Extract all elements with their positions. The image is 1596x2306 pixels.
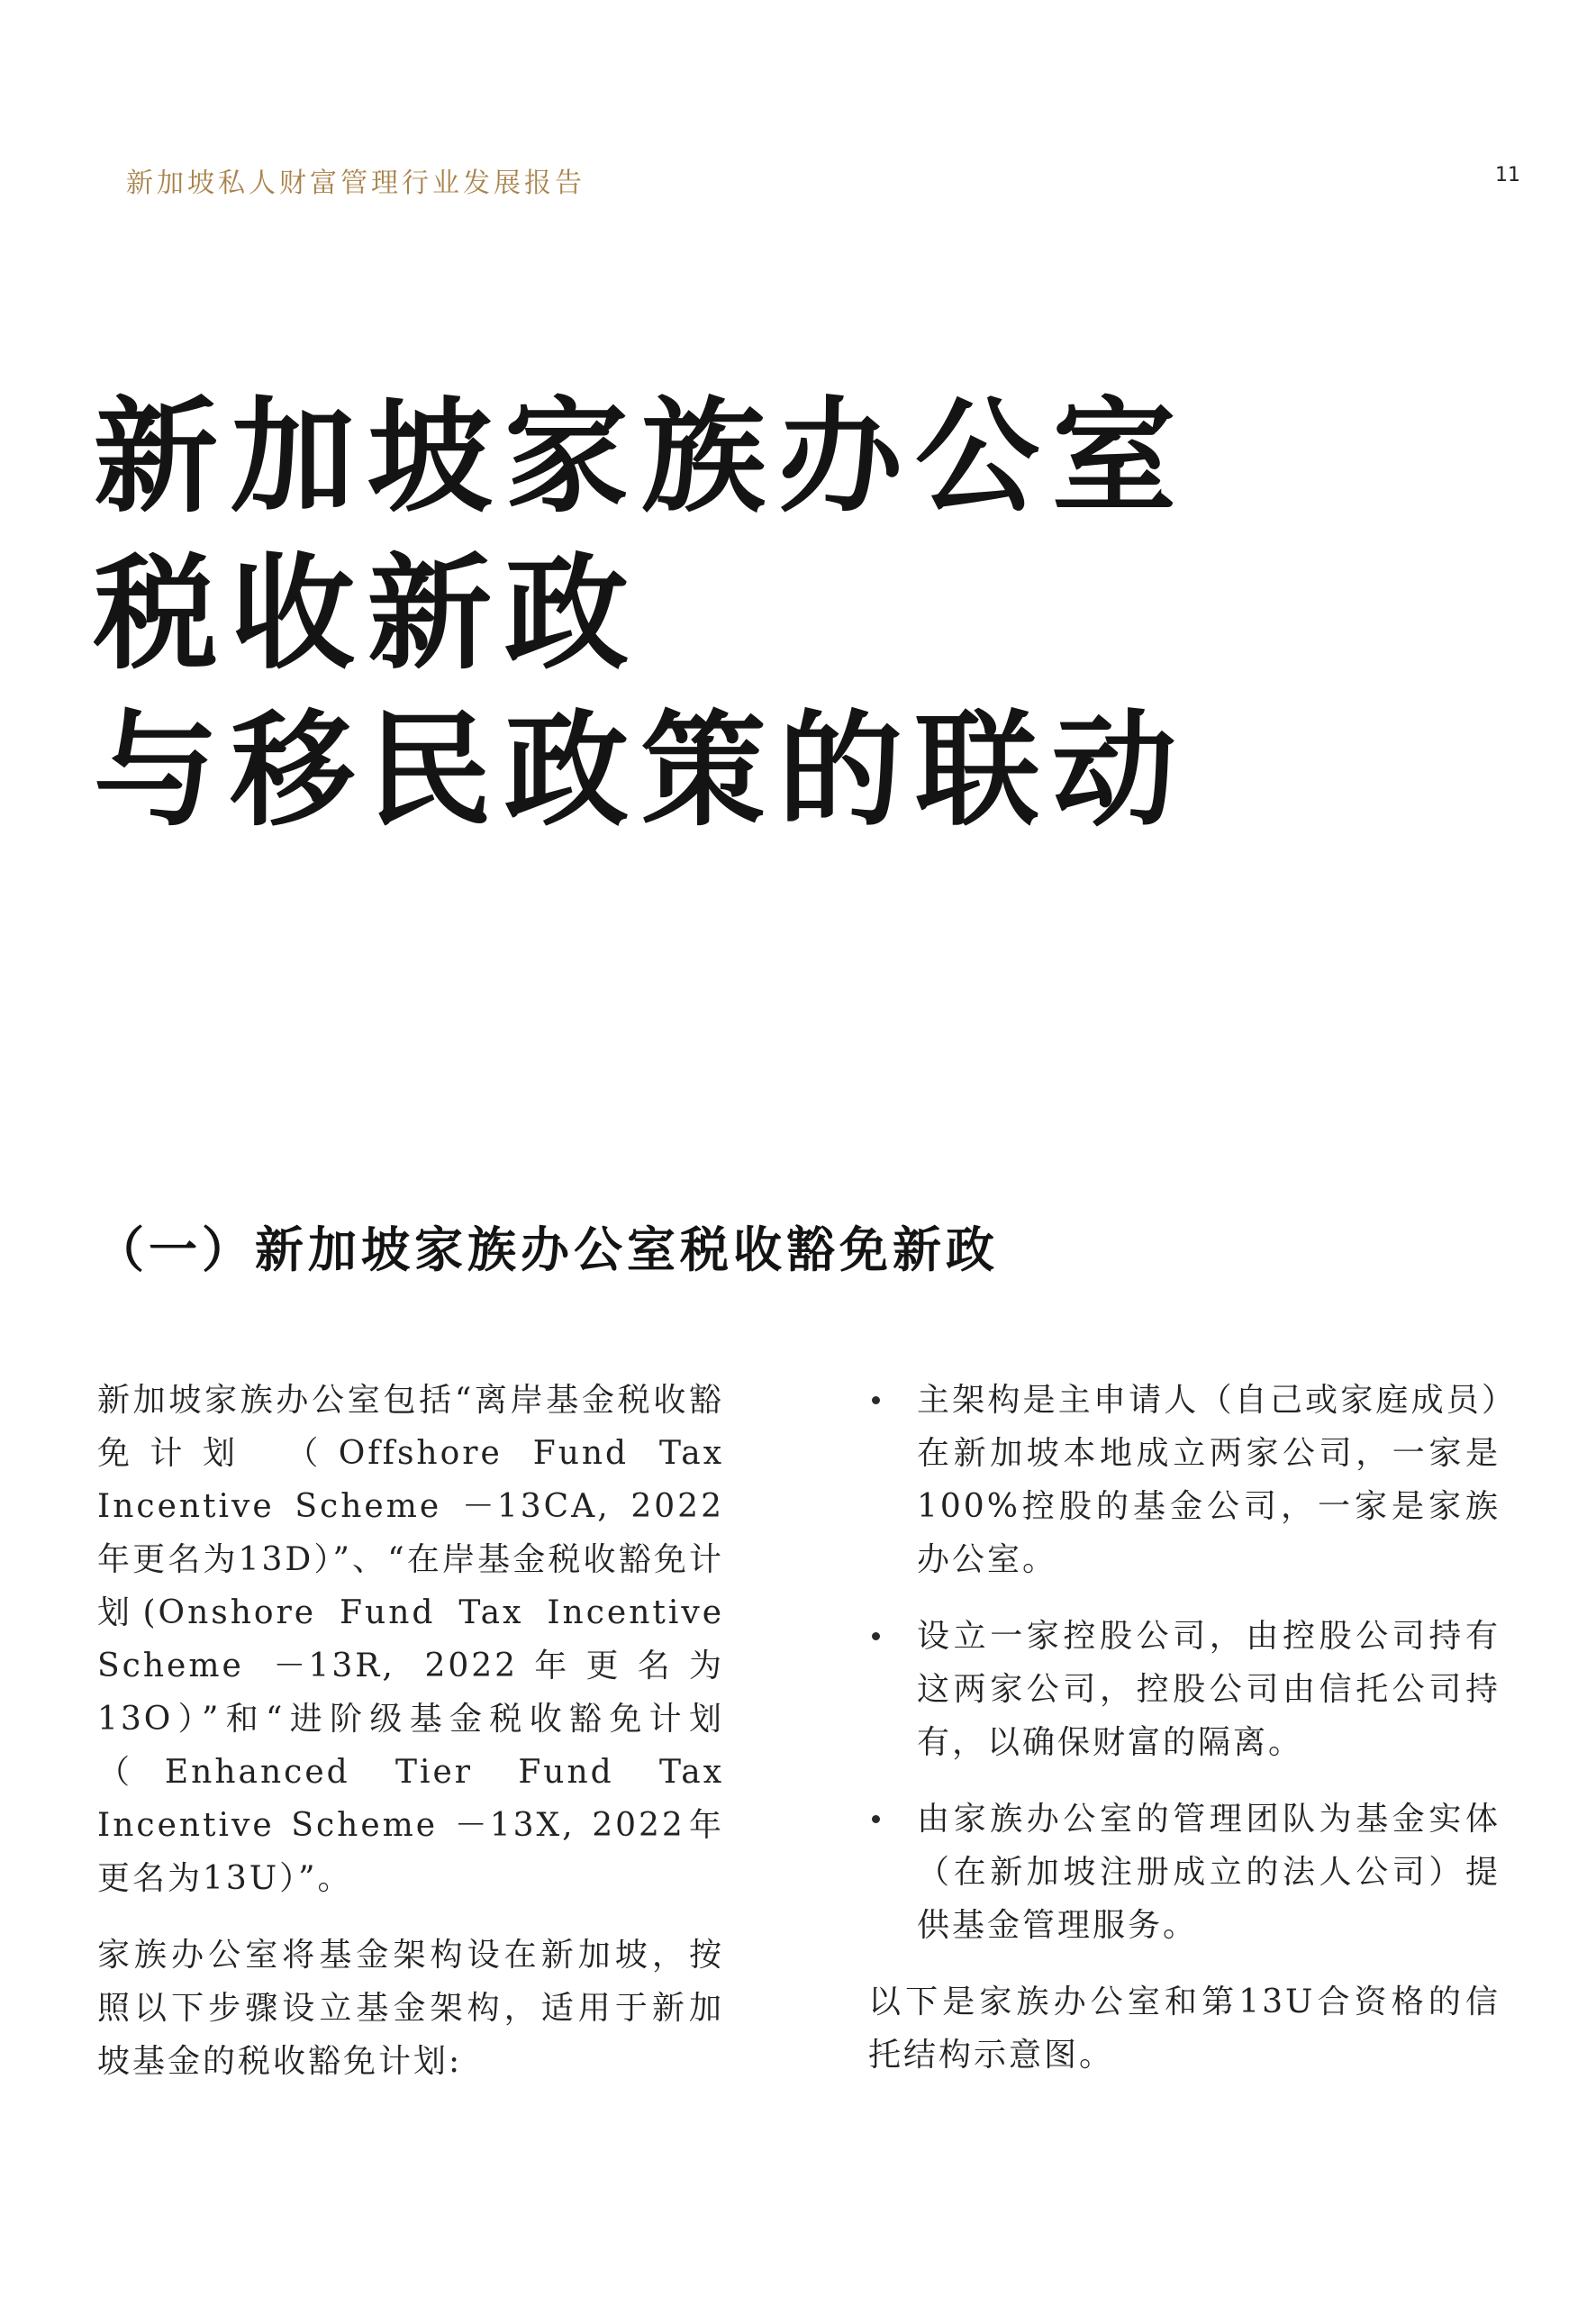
- list-item-text: 由家族办公室的管理团队为基金实体（在新加坡注册成立的法人公司）提供基金管理服务。: [917, 1801, 1501, 1944]
- list-item-text: 设立一家控股公司，由控股公司持有这两家公司，控股公司由信托公司持有，以确保财富的隔离。: [917, 1618, 1501, 1761]
- title-line-2: 税收新政: [94, 540, 642, 686]
- list-item-text: 主架构是主申请人（自己或家庭成员）在新加坡本地成立两家公司，一家是100%控股的基金公司，一家是家族办公室。: [917, 1382, 1501, 1578]
- running-head: 新加坡私人财富管理行业发展报告: [126, 168, 585, 199]
- bullet-icon: [872, 1632, 880, 1640]
- left-column: [97, 1374, 724, 2111]
- list-item: [868, 1793, 1501, 1952]
- closing-paragraph: 以下是家族办公室和第13U合资格的信托结构示意图。: [868, 1984, 1501, 2074]
- right-column: [868, 1374, 1501, 2082]
- bullet-icon: [872, 1815, 880, 1823]
- bullet-icon: [872, 1396, 880, 1404]
- page-number: 11: [1495, 164, 1520, 186]
- section-heading: （一）新加坡家族办公室税收豁免新政: [95, 1221, 999, 1278]
- title-line-3: 与移民政策的联动: [94, 696, 1190, 843]
- intro-paragraph: 新加坡家族办公室包括“离岸基金税收豁免计划 （Offshore Fund Tax Incentive Scheme －13CA, 2022年更名为13D）”、“在岸基金税收豁免计划(Onshore Fund Tax Incentive Scheme －13R, 2022年更名为13O）”和“进阶级基金税收豁免计划（Enhanced Tier Fund Tax Incentive Scheme －13X, 2022年更名为13U）”。: [97, 1382, 724, 1897]
- list-item: [868, 1374, 1501, 1586]
- steps-paragraph: 家族办公室将基金架构设在新加坡，按照以下步骤设立基金架构，适用于新加坡基金的税收豁免计划:: [97, 1937, 724, 2080]
- list-item: [868, 1610, 1501, 1769]
- title-line-1: 新加坡家族办公室: [94, 383, 1190, 530]
- page-title: [94, 378, 1355, 849]
